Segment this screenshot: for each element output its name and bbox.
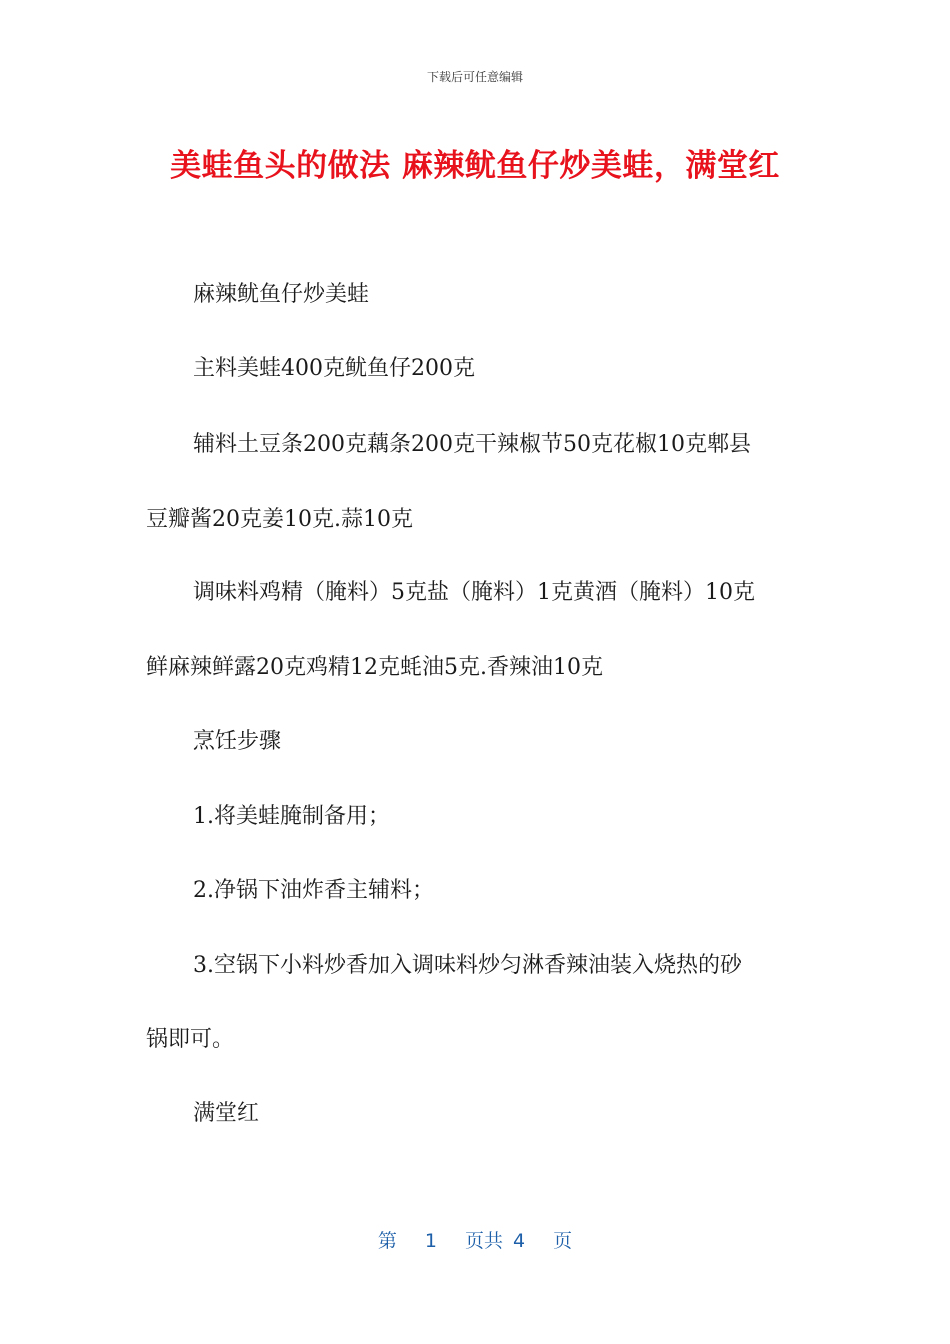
footer-total-pages: 4 bbox=[513, 1230, 526, 1252]
header-note: 下载后可任意编辑 bbox=[426, 70, 523, 84]
paragraph: 满堂红 bbox=[193, 1101, 260, 1126]
footer-suffix: 页 bbox=[553, 1230, 573, 1252]
paragraph: 辅料土豆条200克藕条200克干辣椒节50克花椒10克郫县 bbox=[193, 432, 751, 457]
paragraph: 麻辣鱿鱼仔炒美蛙 bbox=[193, 282, 370, 307]
footer-middle: 页共 bbox=[464, 1230, 503, 1252]
footer-prefix: 第 bbox=[377, 1230, 397, 1252]
paragraph: 调味料鸡精（腌料）5克盐（腌料）1克黄酒（腌料）10克 bbox=[193, 580, 755, 605]
step-item: 2.净锅下油炸香主辅料； bbox=[193, 878, 434, 903]
step-item: 3.空锅下小料炒香加入调味料炒匀淋香辣油装入烧热的砂 bbox=[193, 953, 742, 978]
section-heading: 烹饪步骤 bbox=[193, 729, 282, 754]
paragraph: 主料美蛙400克鱿鱼仔200克 bbox=[193, 356, 475, 381]
paragraph-continuation: 豆瓣酱20克姜10克.蒜10克 bbox=[146, 507, 413, 532]
document-title: 美蛙鱼头的做法 麻辣鱿鱼仔炒美蛙，满堂红 bbox=[170, 148, 780, 184]
footer-current-page: 1 bbox=[424, 1230, 437, 1252]
step-item: 1.将美蛙腌制备用； bbox=[193, 804, 390, 829]
paragraph-continuation: 鲜麻辣鲜露20克鸡精12克蚝油5克.香辣油10克 bbox=[146, 655, 603, 680]
step-continuation: 锅即可。 bbox=[146, 1027, 235, 1052]
page-footer bbox=[0, 1226, 950, 1253]
